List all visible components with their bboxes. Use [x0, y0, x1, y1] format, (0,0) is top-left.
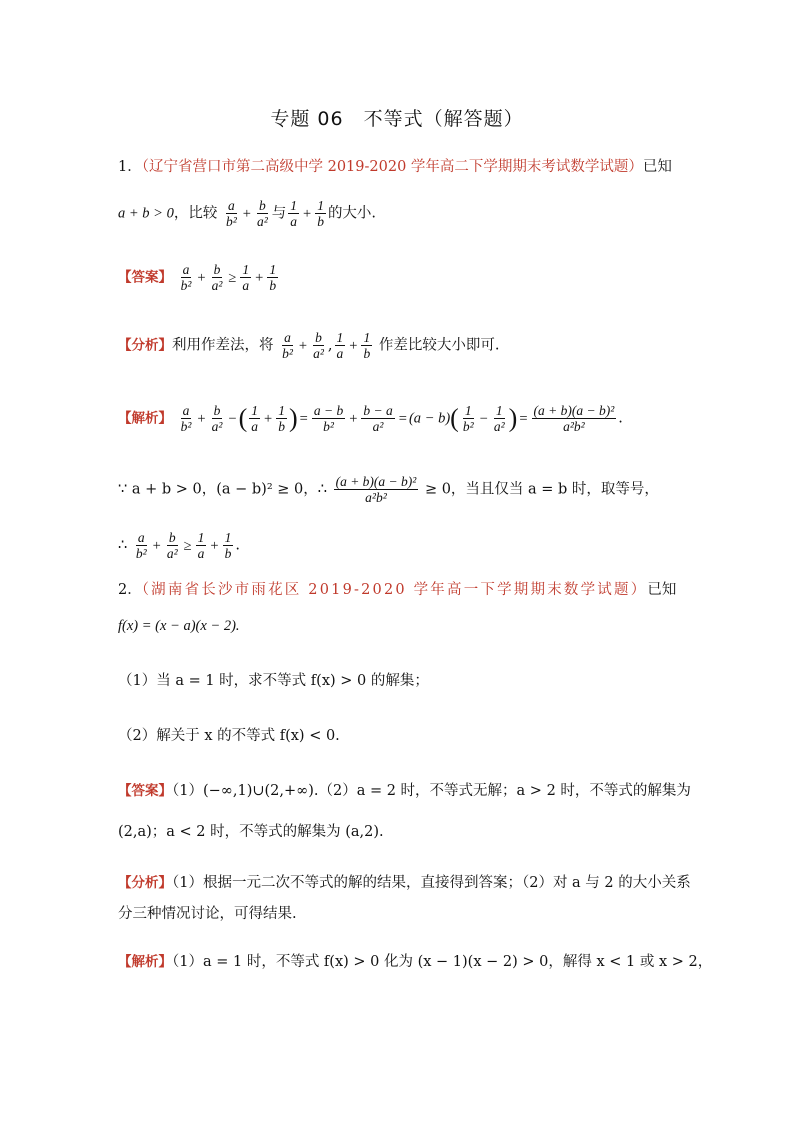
q2-solution-text-1: （1）a = 1 时，不等式 f(x) > 0 化为 (x − 1)(x − 2) > 0，解得 x < 1 或 x > 2，	[172, 954, 713, 970]
q1-because-tail: ≥ 0，当且仅当 a = b 时，取等号，	[424, 481, 659, 498]
answer-label: 【答案】	[118, 269, 172, 286]
fraction: $\frac{1}{a}$	[242, 262, 250, 293]
fraction: $\frac{b}{\text{a²}}$	[166, 530, 178, 561]
q2-stem-line	[118, 580, 678, 600]
solution-label: 【解析】	[118, 954, 172, 970]
fraction: $\frac{1}{a}$	[290, 198, 297, 229]
fraction: $\frac{1}{b}$	[224, 530, 232, 561]
q2-analysis-text-1: （1）根据一元二次不等式的解的结果，直接得到答案；（2）对 a 与 2 的大小关系	[172, 875, 691, 891]
q1-analysis-text-1: 利用作差法，将	[172, 337, 274, 354]
q1-therefore: ∴	[118, 537, 128, 554]
fraction: $\frac{1}{b}$	[363, 330, 371, 361]
fraction: $\frac{1}{a}$	[251, 403, 259, 434]
q1-analysis-text-2: 作差比较大小即可.	[378, 337, 500, 354]
q1-stem-tail: 已知	[642, 159, 672, 175]
fraction: $\frac{1}{b}$	[317, 198, 324, 229]
q1-because-text: ∵ a + b > 0，(a − b)² ≥ 0，∴	[118, 481, 327, 498]
q1-answer-line: 【答案】 $\frac{a}{\text{b²}}$ + $\frac{b}{\text{a²}}$ ≥ $\frac{1}{a}$ + $\frac{1}{b}$	[118, 262, 277, 293]
q2-analysis-line-1	[118, 873, 691, 893]
answer-label: 【答案】	[118, 783, 172, 799]
q2-answer-text-1: （1）(−∞,1)∪(2,+∞).（2）a = 2 时，不等式无解；a > 2 时，不等式的解集为	[172, 783, 691, 799]
q1-because-line	[118, 474, 678, 505]
fraction: $\frac{1}{b}$	[278, 403, 285, 434]
fraction: $\frac{a - b}{\text{b²}}$	[313, 403, 344, 434]
analysis-label: 【分析】	[118, 875, 172, 891]
fraction: $\frac{b}{\text{a²}}$	[211, 403, 223, 434]
q1-solution-line: 【解析】 $\frac{a}{\text{b²}}$ + $\frac{b}{\text{a²}}$ −( $\frac{1}{a}$ + $\frac{1}{b}$ ) = $\frac{a - b}{\text{b²}}$ + $\frac{b - a}{\text{a²}}$ = (a − b)( $\frac{1}{\text{b²}}$ − $\frac{1}{\text{a²}}$ ) = $\frac{\text{(a + b)(a − b)²}}{\text{a²b²}}$ .	[118, 403, 623, 434]
q1-compare-text: ，比较	[173, 205, 218, 222]
fraction: $\frac{b}{\text{a²}}$	[211, 262, 223, 293]
q2-solution-line-1	[118, 952, 713, 972]
fraction: $\frac{a}{\text{b²}}$	[225, 198, 237, 229]
fraction: $\frac{b - a}{\text{a²}}$	[363, 403, 393, 434]
fraction: $\frac{1}{\text{a²}}$	[493, 403, 505, 434]
q1-condition-line: a + b > 0，比较 $\frac{a}{\text{b²}}$ + $\frac{b}{\text{a²}}$ 与 $\frac{1}{a}$ + $\frac{1}{b}$ 的大小.	[118, 198, 377, 229]
q2-part1: （1）当 a = 1 时，求不等式 f(x) > 0 的解集；	[118, 673, 429, 689]
q2-answer-line-1	[118, 781, 691, 801]
q2-number: 2．	[118, 582, 142, 598]
q2-function: f(x) = (x − a)(x − 2).	[118, 618, 240, 634]
fraction: $\frac{\text{(a + b)(a − b)²}}{\text{a²b²}}$	[533, 403, 615, 434]
fraction: $\frac{1}{\text{b²}}$	[462, 403, 474, 434]
q2-analysis-line-2: 分三种情况讨论，可得结果.	[118, 906, 297, 922]
fraction: $\frac{a}{\text{b²}}$	[180, 262, 192, 293]
q2-stem-tail: 已知	[647, 582, 677, 598]
q2-answer-line-2: (2,a)；a < 2 时，不等式的解集为 (a,2).	[118, 824, 384, 840]
solution-label: 【解析】	[118, 410, 172, 427]
page-title: 专题 06 不等式（解答题）	[270, 108, 524, 130]
analysis-label: 【分析】	[118, 337, 172, 354]
q1-analysis-line: 【分析】利用作差法，将 $\frac{a}{\text{b²}}$ + $\frac{b}{\text{a²}}$ , $\frac{1}{a}$ + $\frac{1}{b}$ 作差比较大小即可.	[118, 330, 500, 361]
fraction: $\frac{1}{a}$	[197, 530, 205, 561]
q1-source: （辽宁省营口市第二高级中学 2019-2020 学年高二下学期期末考试数学试题）	[141, 159, 643, 175]
q2-source: （湖南省长沙市雨花区 2019-2020 学年高一下学期期末数学试题）	[141, 582, 648, 598]
q2-part2: （2）解关于 x 的不等式 f(x) < 0.	[118, 728, 340, 744]
fraction: $\frac{1}{b}$	[269, 262, 277, 293]
fraction: $\frac{b}{\text{a²}}$	[256, 198, 268, 229]
fraction: $\frac{a}{\text{b²}}$	[180, 403, 192, 434]
fraction: $\frac{\text{(a + b)(a − b)²}}{\text{a²b²}}$	[335, 474, 417, 505]
fraction: $\frac{a}{\text{b²}}$	[135, 530, 147, 561]
fraction: $\frac{b}{\text{a²}}$	[313, 330, 324, 361]
fraction: $\frac{1}{a}$	[336, 330, 344, 361]
q1-stem-line	[118, 157, 678, 177]
q1-therefore-line: ∴ $\frac{a}{\text{b²}}$ + $\frac{b}{\text{a²}}$ ≥ $\frac{1}{a}$ + $\frac{1}{b}$ .	[118, 530, 240, 561]
q1-condition: a + b > 0	[118, 205, 174, 222]
q1-with-text: 与	[271, 205, 287, 222]
q1-number: 1．	[118, 159, 142, 175]
q1-end-text: 的大小.	[327, 205, 377, 222]
fraction: $\frac{a}{\text{b²}}$	[282, 330, 293, 361]
